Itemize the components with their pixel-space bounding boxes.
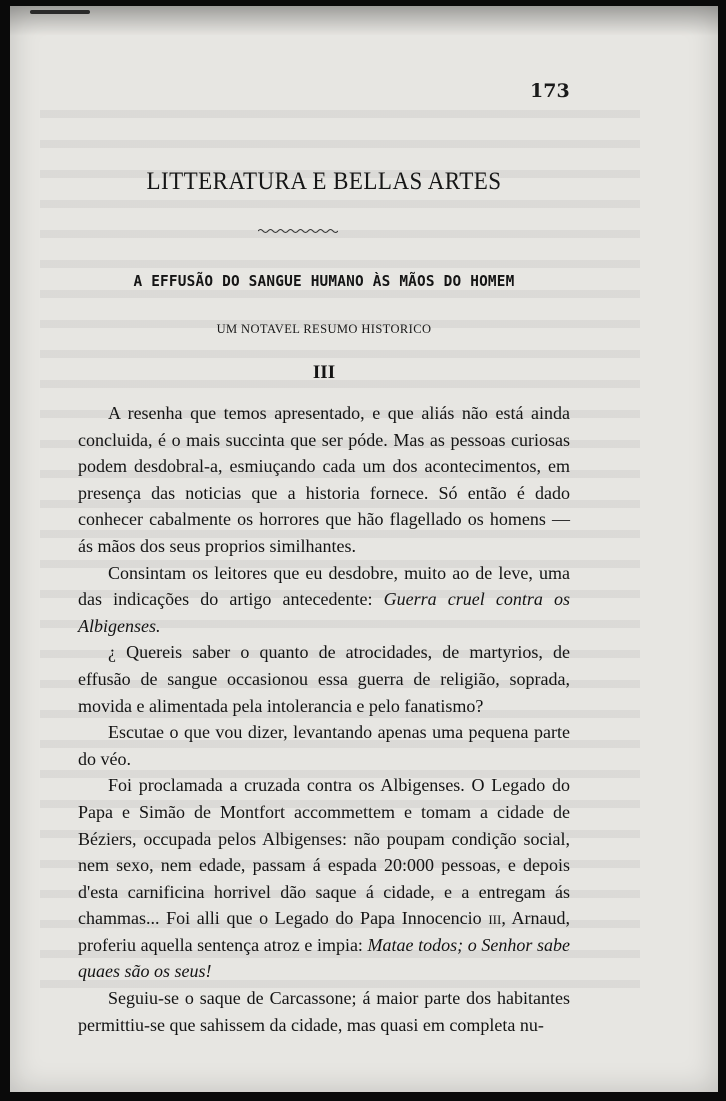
paragraph-5-roman: iii — [488, 908, 502, 929]
paragraph-6: Seguiu-se o saque de Carcassone; á maior parte dos habitantes permittiu-se que sahissem da cidade, mas quasi em completa nu- — [78, 988, 570, 1035]
paragraph-5 — [78, 772, 570, 985]
paragraph-3: ¿ Quereis saber o quanto de atrocidades, de martyrios, de effusão de sangue occasionou essa guerra de religião, soprada, movida e alimentada pela intolerancia e pelo fanatismo? — [78, 642, 570, 716]
paragraph-1: A resenha que temos apresentado, e que aliás não está ainda concluida, é o mais succinta que ser póde. Mas as pessoas curiosas podem desdobral-a, esmiuçando cada um dos acontecimentos, em presença das noticias que a historia fornece. Só então é dado conhecer cabalmente os horrores que hão flagellado os homens — ás mãos dos seus proprios similhantes. — [78, 403, 570, 556]
article-title: A EFFUSÃO DO SANGUE HUMANO ÀS MÃOS DO HOMEM — [133, 272, 515, 290]
section-title: LITTERATURA E BELLAS ARTES — [146, 168, 502, 195]
page-number: 173 — [530, 80, 570, 102]
page-edge-shadow — [10, 6, 718, 36]
paragraph-5-quote: Matae todos; o Senhor sabe quaes são os seus! — [78, 934, 570, 982]
wavy-rule-ornament — [258, 228, 338, 234]
paragraph-2 — [78, 560, 570, 640]
paragraph-2-italic: Guerra cruel contra os Albigenses. — [78, 589, 570, 636]
part-number: III — [312, 362, 336, 383]
paragraph-4: Escutae o que vou dizer, levantando apenas uma pequena parte do véo. — [78, 722, 570, 769]
article-subtitle: UM NOTAVEL RESUMO HISTORICO — [216, 322, 432, 336]
paragraph-2-text: Consintam os leitores que eu desdobre, muito ao de leve, uma das indicações do artigo antecedente: — [78, 562, 570, 610]
paragraph-5-text: Foi proclamada a cruzada contra os Albigenses. O Legado do Papa e Simão de Montfort accommettem e tomam a cidade de Béziers, occupada pelos Albigenses: não poupam condição social, nem sexo, nem edade, passam á espada 20:000 pessoas, e depois d'esta carnificina horrivel dão saque á cidade, e a entregam ás chammas... Foi alli que o Legado do Papa Innocencio — [78, 775, 570, 929]
paragraph-5-text-b: , Arnaud, proferiu aquella sentença atroz e impia: — [78, 908, 570, 955]
article-body — [78, 400, 570, 1038]
corner-mark — [30, 10, 90, 14]
